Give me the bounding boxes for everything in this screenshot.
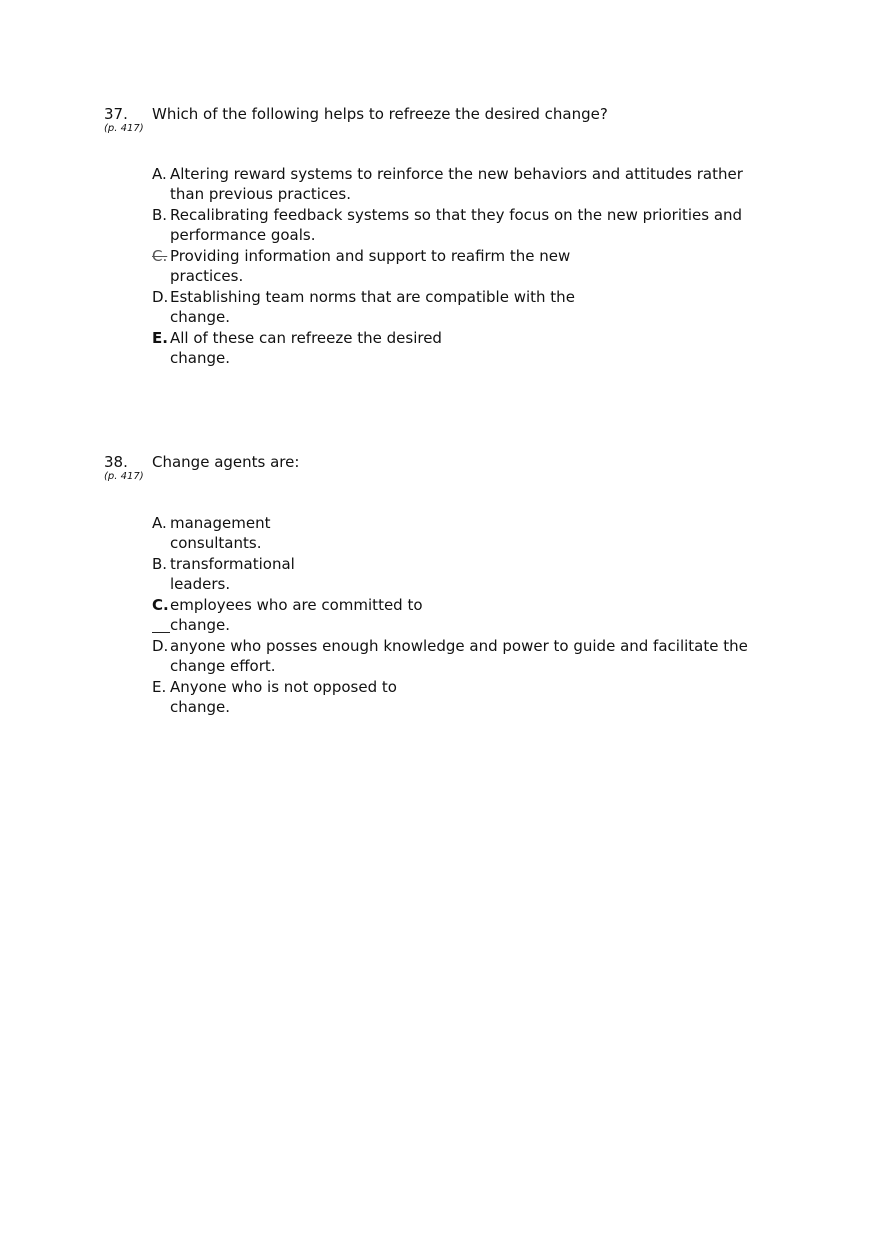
question-header bbox=[104, 453, 784, 493]
option-letter: B. bbox=[152, 206, 168, 224]
question-number: 37. bbox=[104, 105, 128, 123]
option-text-line: transformational bbox=[170, 555, 295, 573]
option-letter: E. bbox=[152, 678, 167, 696]
question-38 bbox=[104, 453, 784, 716]
page-reference: (p. 417) bbox=[104, 123, 144, 134]
question-text: Which of the following helps to refreeze the desired change? bbox=[152, 105, 608, 123]
option-text-line: change. bbox=[170, 308, 230, 326]
option-text-line: change. bbox=[170, 349, 230, 367]
option-text-line: change effort. bbox=[170, 657, 276, 675]
option-text-line: performance goals. bbox=[170, 226, 316, 244]
answer-options bbox=[152, 513, 748, 718]
option-a bbox=[152, 513, 748, 553]
question-header bbox=[104, 105, 784, 145]
option-text-line: change. bbox=[170, 698, 230, 716]
option-letter: D. bbox=[152, 637, 169, 655]
correct-option-letter: C. bbox=[152, 596, 169, 614]
option-text-line: Altering reward systems to reinforce the new behaviors and attitudes rather bbox=[170, 165, 743, 183]
option-letter: A. bbox=[152, 514, 167, 532]
option-d bbox=[152, 287, 743, 327]
option-b bbox=[152, 205, 743, 245]
blank-underline bbox=[152, 632, 170, 633]
option-text-line: management bbox=[170, 514, 271, 532]
option-d bbox=[152, 636, 748, 676]
option-e bbox=[152, 677, 748, 717]
option-letter: C. bbox=[152, 247, 168, 265]
page-reference: (p. 417) bbox=[104, 471, 144, 482]
correct-option-letter: E. bbox=[152, 329, 168, 347]
option-text-line: leaders. bbox=[170, 575, 231, 593]
question-text: Change agents are: bbox=[152, 453, 300, 471]
option-text-line: All of these can refreeze the desired bbox=[170, 329, 442, 347]
option-text-line: Recalibrating feedback systems so that they focus on the new priorities and bbox=[170, 206, 743, 224]
option-text-line: Providing information and support to reafirm the new bbox=[170, 247, 571, 265]
option-text-line: Establishing team norms that are compatible with the bbox=[170, 288, 575, 306]
option-c bbox=[152, 595, 748, 635]
question-37 bbox=[104, 105, 784, 367]
option-text-line: employees who are committed to bbox=[170, 596, 423, 614]
answer-options bbox=[152, 164, 743, 369]
question-number: 38. bbox=[104, 453, 128, 471]
option-c bbox=[152, 246, 743, 286]
option-a bbox=[152, 164, 743, 204]
option-text-line: anyone who posses enough knowledge and power to guide and facilitate the bbox=[170, 637, 748, 655]
option-text-line: practices. bbox=[170, 267, 244, 285]
option-b bbox=[152, 554, 748, 594]
option-letter: D. bbox=[152, 288, 169, 306]
option-text-line: change. bbox=[170, 616, 230, 634]
option-letter: B. bbox=[152, 555, 168, 573]
option-e bbox=[152, 328, 743, 368]
option-letter: A. bbox=[152, 165, 167, 183]
option-text-line: Anyone who is not opposed to bbox=[170, 678, 397, 696]
option-text-line: consultants. bbox=[170, 534, 262, 552]
option-text-line: than previous practices. bbox=[170, 185, 351, 203]
